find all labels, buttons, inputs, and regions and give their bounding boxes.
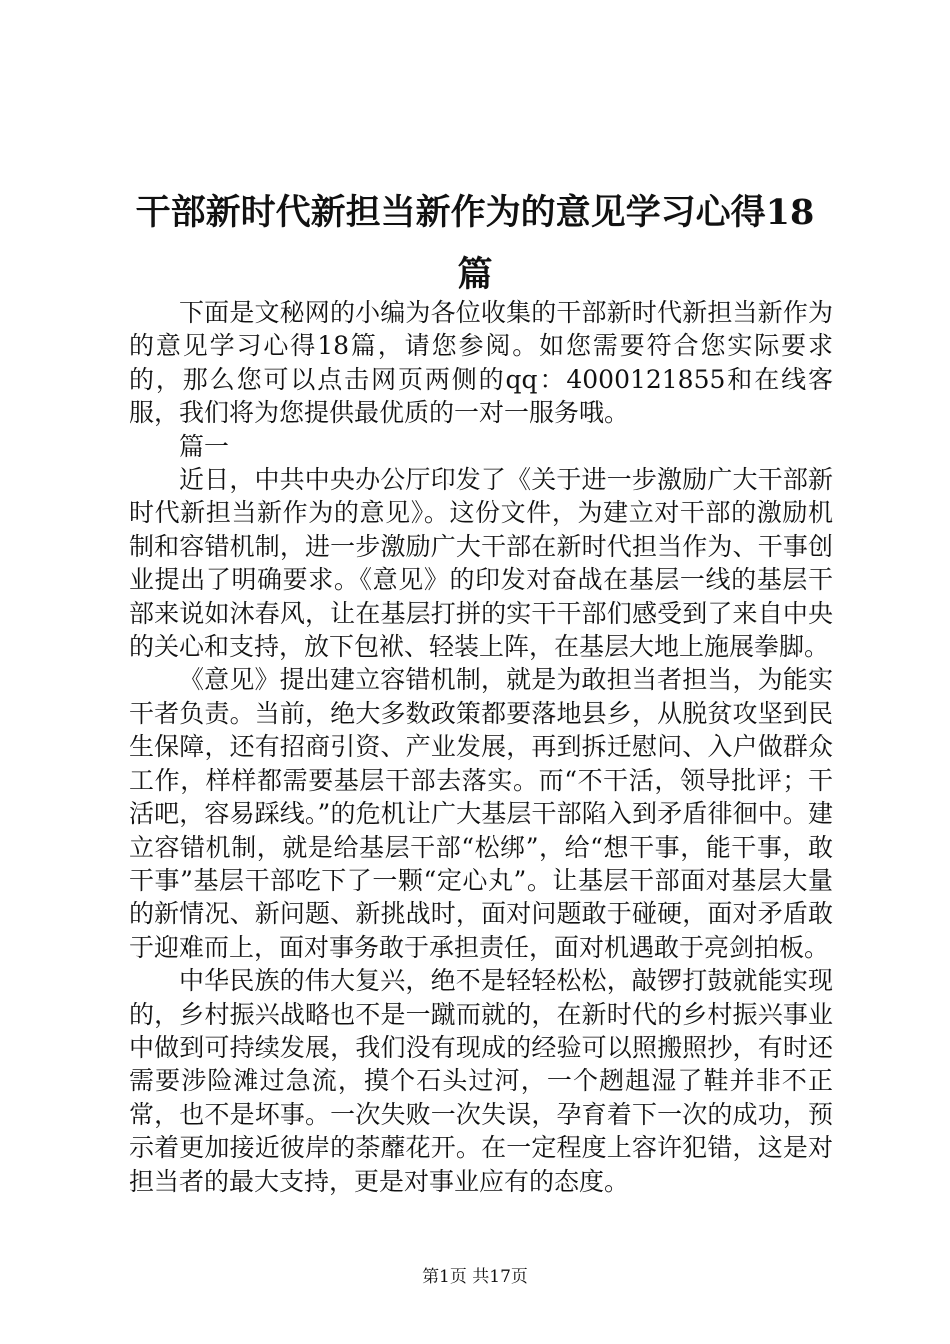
body-paragraph-1: 近日，中共中央办公厅印发了《关于进一步激励广大干部新时代新担当新作为的意见》。这份文件，为建立对干部的激励机制和容错机制，进一步激励广大干部在新时代担当作为、干事创业提出了明确要求。《意见》的印发对奋战在基层一线的基层干部来说如沐春风，让在基层打拼的实干干部们感受到了来自中央的关心和支持，放下包袱、轻装上阵，在基层大地上施展拳脚。 bbox=[129, 465, 833, 662]
intro-paragraph: 下面是文秘网的小编为各位收集的干部新时代新担当新作为的意见学习心得18篇，请您参阅。如您需要符合您实际要求的，那么您可以点击网页两侧的qq：4000121855和在线客服，我们将为您提供最优质的一对一服务哦。 bbox=[129, 298, 833, 428]
page-total: 共17页 bbox=[472, 1267, 528, 1287]
section-heading: 篇一 bbox=[179, 431, 230, 461]
page-footer bbox=[0, 1266, 950, 1288]
body-paragraph-3: 中华民族的伟大复兴，绝不是轻轻松松，敲锣打鼓就能实现的，乡村振兴战略也不是一蹴而就的，在新时代的乡村振兴事业中做到可持续发展，我们没有现成的经验可以照搬照抄，有时还需要涉险滩过急流，摸个石头过河，一个趔趄湿了鞋并非不正常，也不是坏事。一次失败一次失误，孕育着下一次的成功，预示着更加接近彼岸的荼蘼花开。在一定程度上容许犯错，这是对担当者的最大支持，更是对事业应有的态度。 bbox=[129, 966, 833, 1196]
document-body bbox=[129, 296, 833, 1198]
document-title: 干部新时代新担当新作为的意见学习心得18篇 bbox=[135, 192, 815, 295]
page-number: 第1页 bbox=[422, 1267, 467, 1287]
body-paragraph-2: 《意见》提出建立容错机制，就是为敢担当者担当，为能实干者负责。当前，绝大多数政策都要落地县乡，从脱贫攻坚到民生保障，还有招商引资、产业发展，再到拆迁慰问、入户做群众工作，样样都需要基层干部去落实。而“不干活，领导批评；干活吧，容易踩线。”的危机让广大基层干部陷入到矛盾徘徊中。建立容错机制，就是给基层干部“松绑”，给“想干事，能干事，敢干事”基层干部吃下了一颗“定心丸”。让基层干部面对基层大量的新情况、新问题、新挑战时，面对问题敢于碰硬，面对矛盾敢于迎难而上，面对事务敢于承担责任，面对机遇敢于亮剑拍板。 bbox=[129, 665, 833, 962]
